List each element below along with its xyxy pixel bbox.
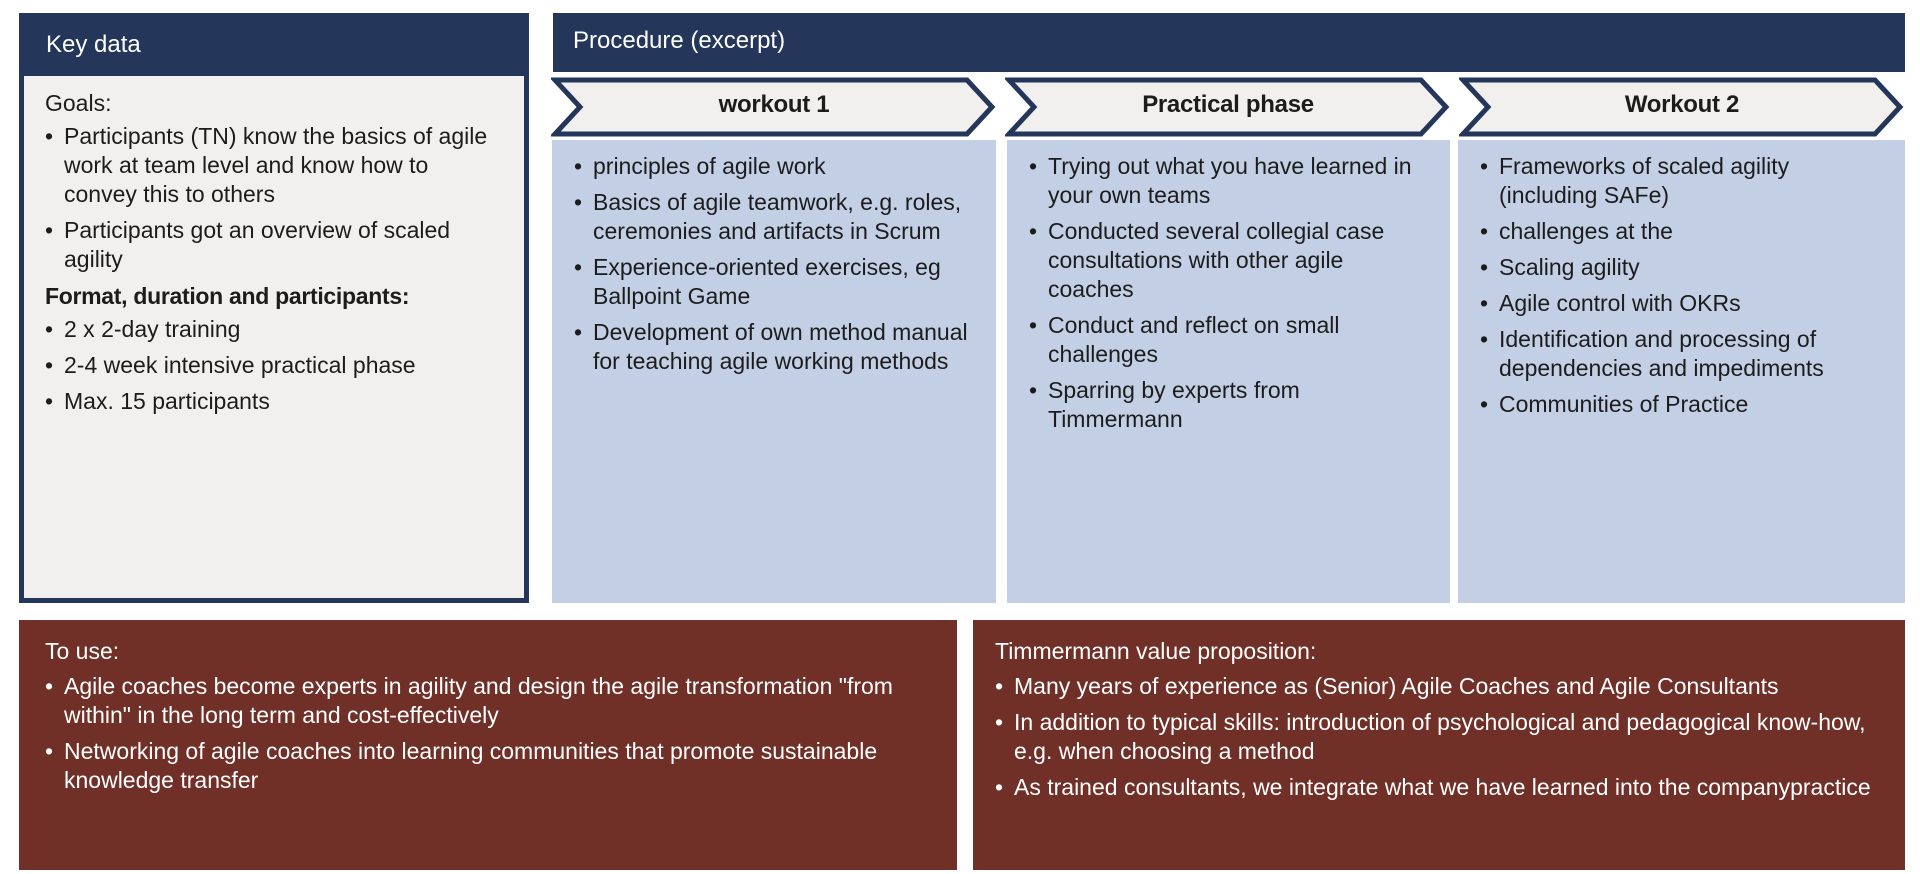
phase-list <box>1480 152 1885 419</box>
to-use-box <box>19 620 957 870</box>
phase-chevron-workout-2 <box>1459 76 1905 138</box>
list-item: • Identification and processing of dependencies and impediments <box>1480 325 1885 383</box>
format-title: Format, duration and participants: <box>45 283 410 309</box>
phase-label: Practical phase <box>1142 91 1314 118</box>
phase-panel-workout-1 <box>552 140 996 603</box>
value-proposition-box <box>973 620 1905 870</box>
list-item: • challenges at the <box>1480 217 1885 246</box>
value-proposition-title: Timmermann value proposition: <box>995 638 1317 664</box>
list-item: • Frameworks of scaled agility (including SAFe) <box>1480 152 1885 210</box>
goals-list <box>45 122 506 274</box>
list-item: • Scaling agility <box>1480 253 1885 282</box>
list-item: • Communities of Practice <box>1480 390 1885 419</box>
format-list <box>45 315 506 416</box>
list-item: • Agile coaches become experts in agility and design the agile transformation "from within" in the long term and cost-effectively <box>45 672 937 730</box>
list-item: • Agile control with OKRs <box>1480 289 1885 318</box>
list-item: • Participants got an overview of scaled agility <box>45 216 506 274</box>
phase-list <box>1029 152 1430 434</box>
list-item: • Sparring by experts from Timmermann <box>1029 376 1430 434</box>
key-data-body <box>24 76 524 416</box>
phase-label: workout 1 <box>718 91 830 118</box>
list-item: • Basics of agile teamwork, e.g. roles, ceremonies and artifacts in Scrum <box>574 188 976 246</box>
goals-title: Goals: <box>45 90 112 116</box>
to-use-list <box>45 672 937 795</box>
list-item: • Development of own method manual for teaching agile working methods <box>574 318 976 376</box>
list-item: • principles of agile work <box>574 152 976 181</box>
phase-label: Workout 2 <box>1624 91 1740 118</box>
list-item: • Experience-oriented exercises, eg Ballpoint Game <box>574 253 976 311</box>
list-item: • As trained consultants, we integrate what we have learned into the companypractice <box>995 773 1885 802</box>
to-use-title: To use: <box>45 638 120 664</box>
list-item: • Participants (TN) know the basics of agile work at team level and know how to convey this to others <box>45 122 506 209</box>
phase-panel-practical <box>1007 140 1450 603</box>
phase-list <box>574 152 976 376</box>
list-item: • 2 x 2-day training <box>45 315 506 344</box>
phase-chevron-workout-1 <box>551 76 997 138</box>
list-item: • Trying out what you have learned in your own teams <box>1029 152 1430 210</box>
phase-chevron-practical <box>1005 76 1451 138</box>
list-item: • Conduct and reflect on small challenges <box>1029 311 1430 369</box>
value-proposition-list <box>995 672 1885 802</box>
list-item: • Many years of experience as (Senior) Agile Coaches and Agile Consultants <box>995 672 1885 701</box>
list-item: • In addition to typical skills: introduction of psychological and pedagogical know-how, e.g. when choosing a method <box>995 708 1885 766</box>
phase-panel-workout-2 <box>1458 140 1905 603</box>
list-item: • Conducted several collegial case consultations with other agile coaches <box>1029 217 1430 304</box>
key-data-panel <box>19 13 529 603</box>
procedure-header: Procedure (excerpt) <box>553 13 1905 72</box>
list-item: • 2-4 week intensive practical phase <box>45 351 506 380</box>
list-item: • Max. 15 participants <box>45 387 506 416</box>
list-item: • Networking of agile coaches into learning communities that promote sustainable knowledge transfer <box>45 737 937 795</box>
key-data-header: Key data <box>24 18 524 76</box>
